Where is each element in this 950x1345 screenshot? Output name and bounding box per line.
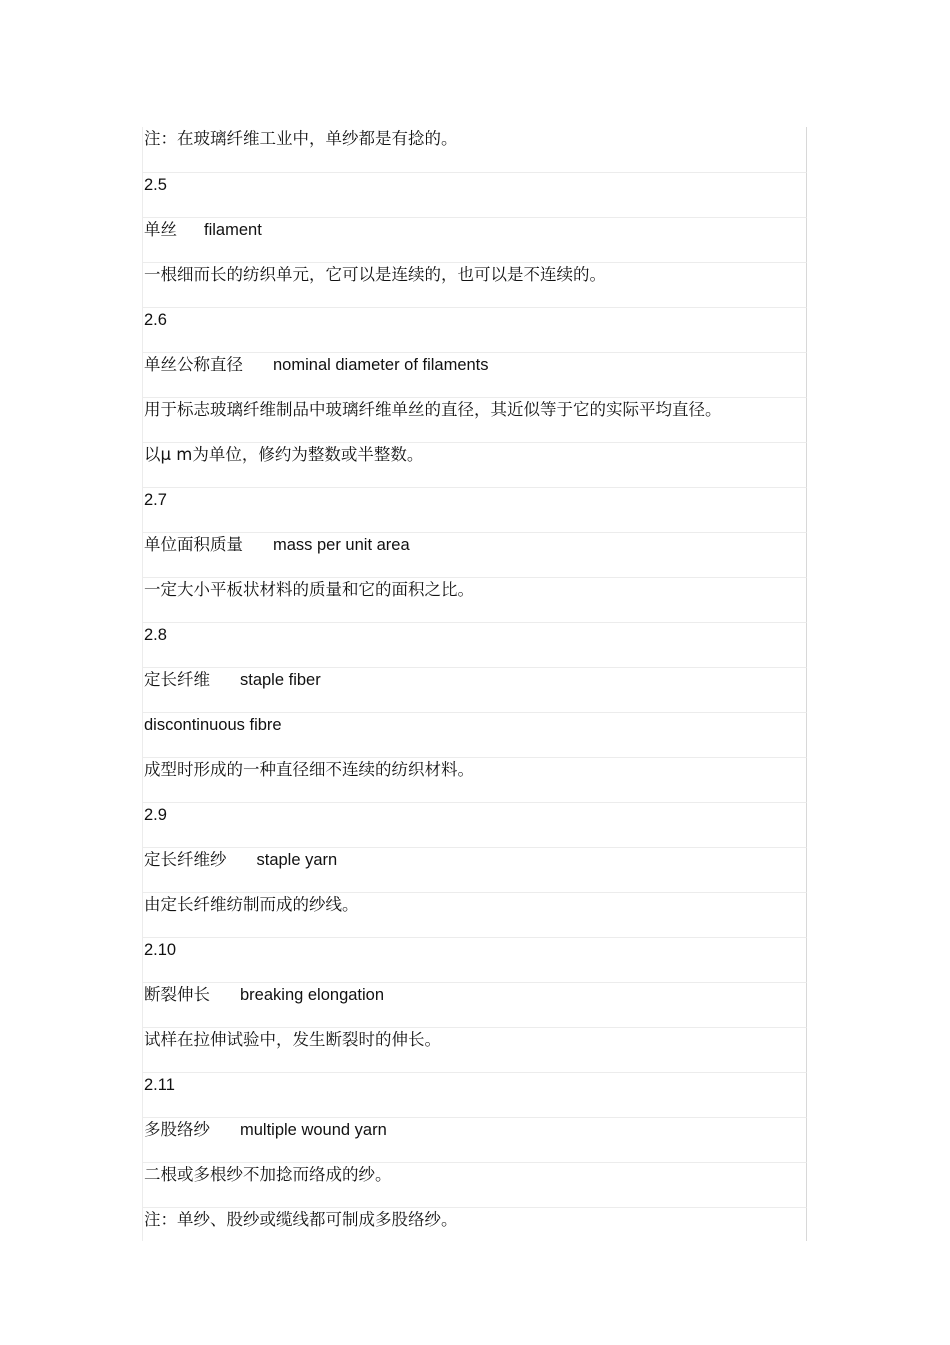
term-zh: 定长纤维 xyxy=(144,670,210,689)
term-en: filament xyxy=(204,221,262,239)
document-body xyxy=(142,127,807,1241)
term-multiple-wound-yarn xyxy=(142,1117,807,1162)
term-en: staple yarn xyxy=(256,851,338,869)
term-filament xyxy=(142,217,807,262)
term-zh: 定长纤维纱 xyxy=(144,850,227,869)
term-zh: 单丝 xyxy=(144,220,177,239)
term-mass-per-unit-area xyxy=(142,532,807,577)
text-row-note-1: 注：在玻璃纤维工业中，单纱都是有捻的。 xyxy=(142,127,807,172)
section-number-2-11: 2.11 xyxy=(142,1072,807,1117)
term-en: staple fiber xyxy=(240,671,321,689)
section-number-2-10: 2.10 xyxy=(142,937,807,982)
term-en: multiple wound yarn xyxy=(240,1121,387,1139)
term-staple-fiber xyxy=(142,667,807,712)
term-nominal-diameter xyxy=(142,352,807,397)
definition-nominal-diameter-unit: 以μ m为单位，修约为整数或半整数。 xyxy=(142,442,807,487)
definition-staple-yarn: 由定长纤维纺制而成的纱线。 xyxy=(142,892,807,937)
definition-mass-per-unit-area: 一定大小平板状材料的质量和它的面积之比。 xyxy=(142,577,807,622)
definition-nominal-diameter: 用于标志玻璃纤维制品中玻璃纤维单丝的直径，其近似等于它的实际平均直径。 xyxy=(142,397,807,442)
definition-staple-fiber: 成型时形成的一种直径细不连续的纺织材料。 xyxy=(142,757,807,802)
term-zh: 多股络纱 xyxy=(144,1120,210,1139)
term-synonym-discontinuous-fibre: discontinuous fibre xyxy=(142,712,807,757)
term-zh: 断裂伸长 xyxy=(144,985,210,1004)
definition-filament: 一根细而长的纺织单元，它可以是连续的，也可以是不连续的。 xyxy=(142,262,807,307)
term-en: nominal diameter of filaments xyxy=(273,356,489,374)
text-row-note-2: 注：单纱、股纱或缆线都可制成多股络纱。 xyxy=(142,1207,807,1241)
section-number-2-5: 2.5 xyxy=(142,172,807,217)
section-number-2-8: 2.8 xyxy=(142,622,807,667)
section-number-2-9: 2.9 xyxy=(142,802,807,847)
section-number-2-7: 2.7 xyxy=(142,487,807,532)
term-breaking-elongation xyxy=(142,982,807,1027)
term-zh: 单位面积质量 xyxy=(144,535,243,554)
definition-multiple-wound-yarn: 二根或多根纱不加捻而络成的纱。 xyxy=(142,1162,807,1207)
term-en: mass per unit area xyxy=(273,536,410,554)
term-en: breaking elongation xyxy=(240,986,385,1004)
term-staple-yarn xyxy=(142,847,807,892)
term-zh: 单丝公称直径 xyxy=(144,355,243,374)
definition-breaking-elongation: 试样在拉伸试验中，发生断裂时的伸长。 xyxy=(142,1027,807,1072)
section-number-2-6: 2.6 xyxy=(142,307,807,352)
